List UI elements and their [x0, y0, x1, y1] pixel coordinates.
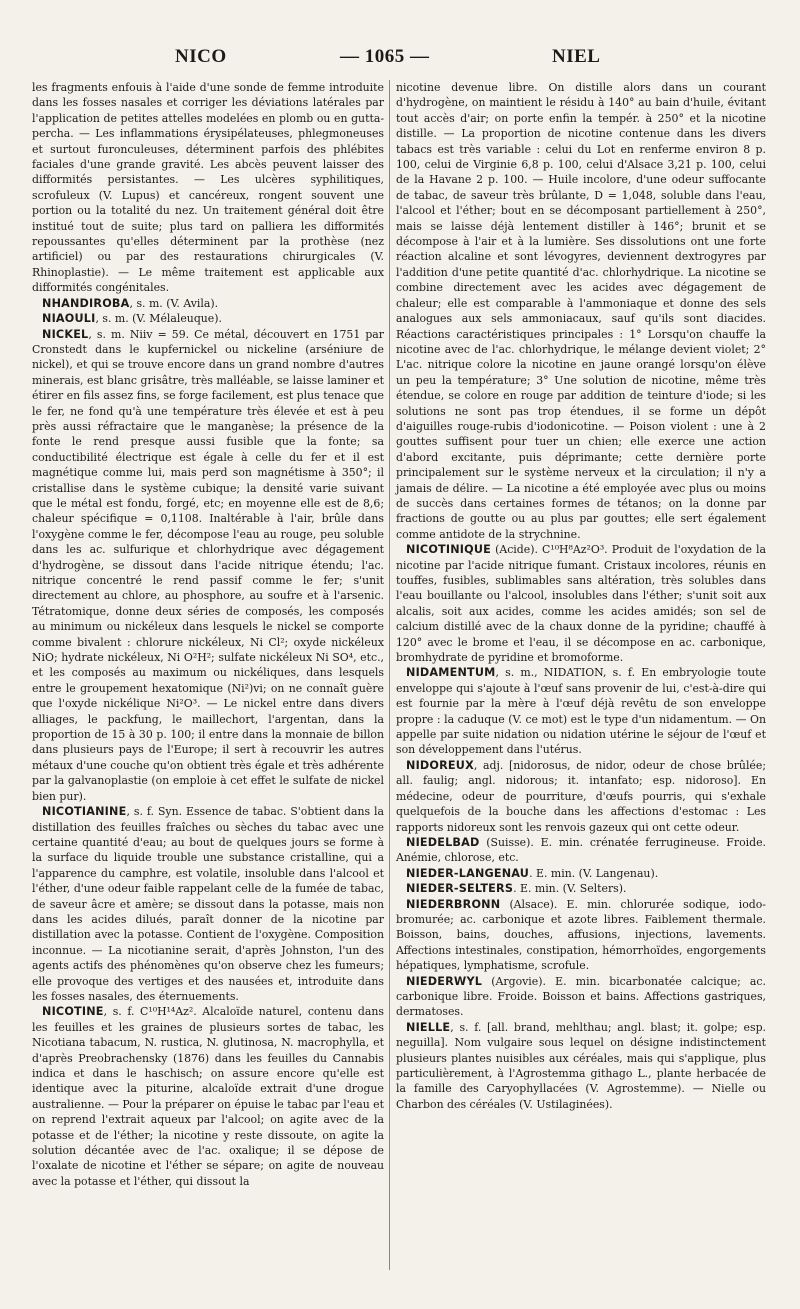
headword: NIEDER-LANGENAU: [406, 866, 530, 880]
entry-nhandiroba: NHANDIROBA, s. m. (V. Avila).: [42, 296, 219, 310]
right-column: [396, 80, 766, 1112]
entry-nicotianine: NICOTIANINE, s. f. Syn. Essence de tabac. S'obtient dans la distillation des feuilles fraîches ou sèches du tabac avec une certaine quantité d'eau; au bout de quelques jours se forme à la surface du liquide trouble une substance cristalline, qui a l'apparence du camphre, est volatile, insoluble dans l'alcool et l'éther, d'une odeur faible rappelant celle de la fumée de tabac, de saveur âcre et amère; se dissout dans la potasse, mais non dans les acides dilués, paraît donner de la nicotine par distillation avec la potasse. Contient de l'oxygène. Composition inconnue. — La nicotianine serait, d'après Johnston, l'un des agents actifs des phénomènes qu'on observe chez les fumeurs; elle provoque des vertiges et des nausées et, introduite dans les fosses nasales, des éternuements.: [32, 805, 384, 1003]
entry-niaouli: NIAOULI, s. m. (V. Mélaleuque).: [42, 312, 222, 326]
running-head-left: NICO: [175, 46, 227, 67]
entry-continuation: les fragments enfouis à l'aide d'une sonde de femme introduite dans les fosses nasales et corriger les déviations latérales par l'application de petites attelles modelées en plomb ou en gutta-percha. — Les inflammations érysipélateuses, phlegmoneuses et surtout furonculeuses, déterminent parfois des phlébites faciales d'une grande gravité. Les abcès peuvent laisser des difformités persistantes. — Les ulcères syphilitiques, scrofuleux (V. Lupus) et cancéreux, rongent souvent une portion ou la totalité du nez. Un traitement général doit être institué tout de suite; plus tard on palliera les difformités repoussantes qu'elles déterminent par la prothèse (nez artificiel) ou par des restaurations chirurgicales (V. Rhinoplastie). — Le même traitement est applicable aux difformités congénitales.: [32, 81, 384, 295]
entry-nicotine: NICOTINE, s. f. C¹⁰H¹⁴Az². Alcaloïde naturel, contenu dans les feuilles et les graines de plusieurs sortes de tabac, les Nicotiana tabacum, N. rustica, N. glutinosa, N. macrophylla, et d'après Preobrachensky (1876) dans les feuilles du Cannabis indica et dans le haschisch; on assure encore qu'elle est identique avec la piturine, alcaloïde extrait d'une drogue australienne. — Pour la préparer on épuise le tabac par l'eau et on reprend l'extrait aqueux par l'alcool; on agite avec de la potasse et de l'éther; la nicotine y reste dissoute, on agite la solution décantée avec de l'ac. oxalique; il se dépose de l'oxalate de nicotine et l'éther se sépare; on agite de nouveau avec la potasse et l'éther, qui dissout la: [32, 1005, 384, 1188]
headword: NIEDERWYL: [406, 974, 483, 988]
headword: NIEDER-SELTERS: [406, 882, 514, 896]
left-column: [32, 80, 384, 1189]
entry-continuation: nicotine devenue libre. On distille alors dans un courant d'hydrogène, on maintient le résidu à 140° au bain d'huile, évitant tout accès d'air; on porte enfin la tempér. à 250° et la nicotine distille. — La proportion de nicotine contenue dans les divers tabacs est très variable : celui du Lot en renferme environ 8 p. 100, celui de Virginie 6,8 p. 100, celui d'Alsace 3,21 p. 100, celui de la Havane 2 p. 100. — Huile incolore, d'une odeur suffocante de tabac, de saveur très brûlante, D = 1,048, soluble dans l'eau, l'alcool et l'éther; bout en se décomposant partiellement à 250°, mais se laisse déjà lentement distiller à 146°; brunit et se décompose à l'air et à la lumière. Ses dissolutions ont une forte réaction alcaline et sont lévogyres, deviennent dextrogyres par l'addition d'une petite quantité d'ac. chlorhydrique. La nicotine se combine directement avec les acides avec dégagement de chaleur; elle est comparable à l'ammoniaque et donne des sels analogues aux sels ammoniacaux, sauf qu'ils sont diacides. Réactions caractéristiques principales : 1° Lorsqu'on chauffe la nicotine avec de l'ac. chlorhydrique, le mélange devient violet; 2° L'ac. nitrique colore la nicotine en jaune orangé lorsqu'on élève un peu la température; 3° Une solution de nicotine, même très étendue, se colore en rouge par addition de teinture d'iode; si les solutions ne sont pas trop étendues, il se forme un dépôt d'aiguilles rouge-rubis d'iodonicotine. — Poison violent : une à 2 gouttes suffisent pour tuer un chien; elle exerce une action d'abord excitante, puis déprimante; cette dernière porte principalement sur le système nerveux et la circulation; il n'y a jamais de délire. — La nicotine a été employée avec plus ou moins de succès dans certaines formes de tétanos; on la donne par fractions de goutte ou au plus par gouttes; elle sert également comme antidote de la strychnine.: [396, 81, 766, 541]
headword: NIEDELBAD: [406, 835, 480, 849]
headword: NICOTINE: [42, 1005, 104, 1019]
headword: NHANDIROBA: [42, 296, 130, 310]
headword: NICOTINIQUE: [406, 543, 492, 557]
entry-nidamentum: NIDAMENTUM, s. m., NIDATION, s. f. En embryologie toute enveloppe qui s'ajoute à l'œuf sans provenir de lui, c'est-à-dire qui est fournie par la mère à l'œuf déjà revêtu de son enveloppe propre : la caduque (V. ce mot) est le type d'un nidamentum. — On appelle par suite nidation ou nidation utérine le séjour de l'œuf et son développement dans l'utérus.: [396, 666, 766, 757]
headword: NIDOREUX: [406, 758, 474, 772]
entry-nielle: NIELLE, s. f. [all. brand, mehlthau; angl. blast; it. golpe; esp. neguilla]. Nom vulgaire sous lequel on désigne indistinctement plusieurs plantes nuisibles aux céréales, mais qui s'applique, plus particulièrement, à l'Agrostemma githago L., plante herbacée de la famille des Caryophyllacées (V. Agrostemme). — Nielle ou Charbon des céréales (V. Ustilaginées).: [396, 1020, 766, 1111]
headword: NIELLE: [406, 1020, 451, 1034]
headword: NICKEL: [42, 327, 89, 341]
entry-nieder-langenau: NIEDER-LANGENAU. E. min. (V. Langenau).: [406, 866, 659, 880]
entry-nickel: NICKEL, s. m. Niiv = 59. Ce métal, découvert en 1751 par Cronstedt dans le kupfernickel ou nickeline (arséniure de nickel), et qui se trouve encore dans un grand nombre d'autres minerais, est blanc grisâtre, très malléable, se laisse laminer et étirer en fils assez fins, se forge facilement, est plus tenace que le fer, ne fond qu'à une température très élevée et est à peu près aussi réfractaire que le manganèse; la présence de la fonte le rend presque aussi fusible que la fonte; sa conductibilité électrique est égale à celle du fer et il est magnétique comme lui, mais perd son magnétisme à 350°; il cristallise dans le système cubique; la densité varie suivant que le métal est fondu, forgé, etc; en moyenne elle est de 8,6; chaleur spécifique = 0,1108. Inaltérable à l'air, brûle dans l'oxygène comme le fer, décompose l'eau au rouge, peu soluble dans les ac. sulfurique et chlorhydrique avec dégagement d'hydrogène, se dissout dans l'acide nitrique étendu; l'ac. nitrique concentré le rend passif comme le fer; s'unit directement au chlore, au phosphore, au soufre et à l'arsenic. Tétratomique, donne deux séries de composés, les composés au minimum ou nickéleux dans lesquels le nickel se comporte comme bivalent : chlorure nickéleux, Ni Cl²; oxyde nickéleux NiO; hydrate nickéleux, Ni O²H²; sulfate nickéleux Ni SO⁴, etc., et les composés au maximum ou nickéliques, dans lesquels entre le groupement hexatomique (Ni²)vi; on ne connaît guère que l'oxyde nickélique Ni²O³. — Le nickel entre dans divers alliages, le packfung, le maillechort, l'argentan, dans la proportion de 15 à 30 p. 100; il entre dans la monnaie de billon dans plusieurs pays de l'Europe; il sert à recouvrir les autres métaux d'une couche qu'on obtient très égale et très adhérente par la galvanoplastie (on emploie à cet effet le sulfate de nickel bien pur).: [32, 327, 384, 803]
entry-niederbronn: NIEDERBRONN (Alsace). E. min. chlorurée sodique, iodo-bromurée; ac. carbonique et azote libres. Faiblement thermale. Boisson, bains, douches, affusions, injections, lavements. Affections intestinales, constipation, hémorrhoïdes, engorgements hépatiques, lymphatisme, scrofule.: [396, 897, 766, 973]
page-number: — 1065 —: [340, 46, 430, 67]
column-rule: [389, 80, 390, 1270]
headword: NIEDERBRONN: [406, 897, 501, 911]
running-head-right: NIEL: [552, 46, 601, 67]
headword: NIAOULI: [42, 312, 96, 326]
headword: NICOTIANINE: [42, 805, 127, 819]
headword: NIDAMENTUM: [406, 666, 496, 680]
entry-nieder-selters: NIEDER-SELTERS. E. min. (V. Selters).: [406, 882, 627, 896]
page-header: [0, 46, 800, 76]
entry-nicotinique: NICOTINIQUE (Acide). C¹⁰H⁸Az²O³. Produit de l'oxydation de la nicotine par l'acide nitrique fumant. Cristaux incolores, réunis en touffes, fusibles, sublimables sans altération, très solubles dans l'eau bouillante ou l'alcool, insolubles dans l'éther; s'unit soit aux alcalis, soit aux acides, comme les acides amidés; son sel de calcium distillé avec de la chaux donne de la pyridine; chauffé à 120° avec le brome et l'eau, il se décompose en ac. carbonique, bromhydrate de pyridine et bromoforme.: [396, 543, 766, 665]
entry-niedelbad: NIEDELBAD (Suisse). E. min. crénatée ferrugineuse. Froide. Anémie, chlorose, etc.: [396, 835, 766, 865]
entry-nidoreux: NIDOREUX, adj. [nidorosus, de nidor, odeur de chose brûlée; all. faulig; angl. nidorous; it. intanfato; esp. nidoroso]. En médecine, odeur de pourriture, d'œufs pourris, qui s'exhale quelquefois de la bouche dans les affections d'estomac : Les rapports nidoreux sont les renvois gazeux qui ont cette odeur.: [396, 758, 766, 834]
entry-niederwyl: NIEDERWYL (Argovie). E. min. bicarbonatée calcique; ac. carbonique libre. Froide. Boisson et bains. Affections gastriques, dermatoses.: [396, 974, 766, 1019]
